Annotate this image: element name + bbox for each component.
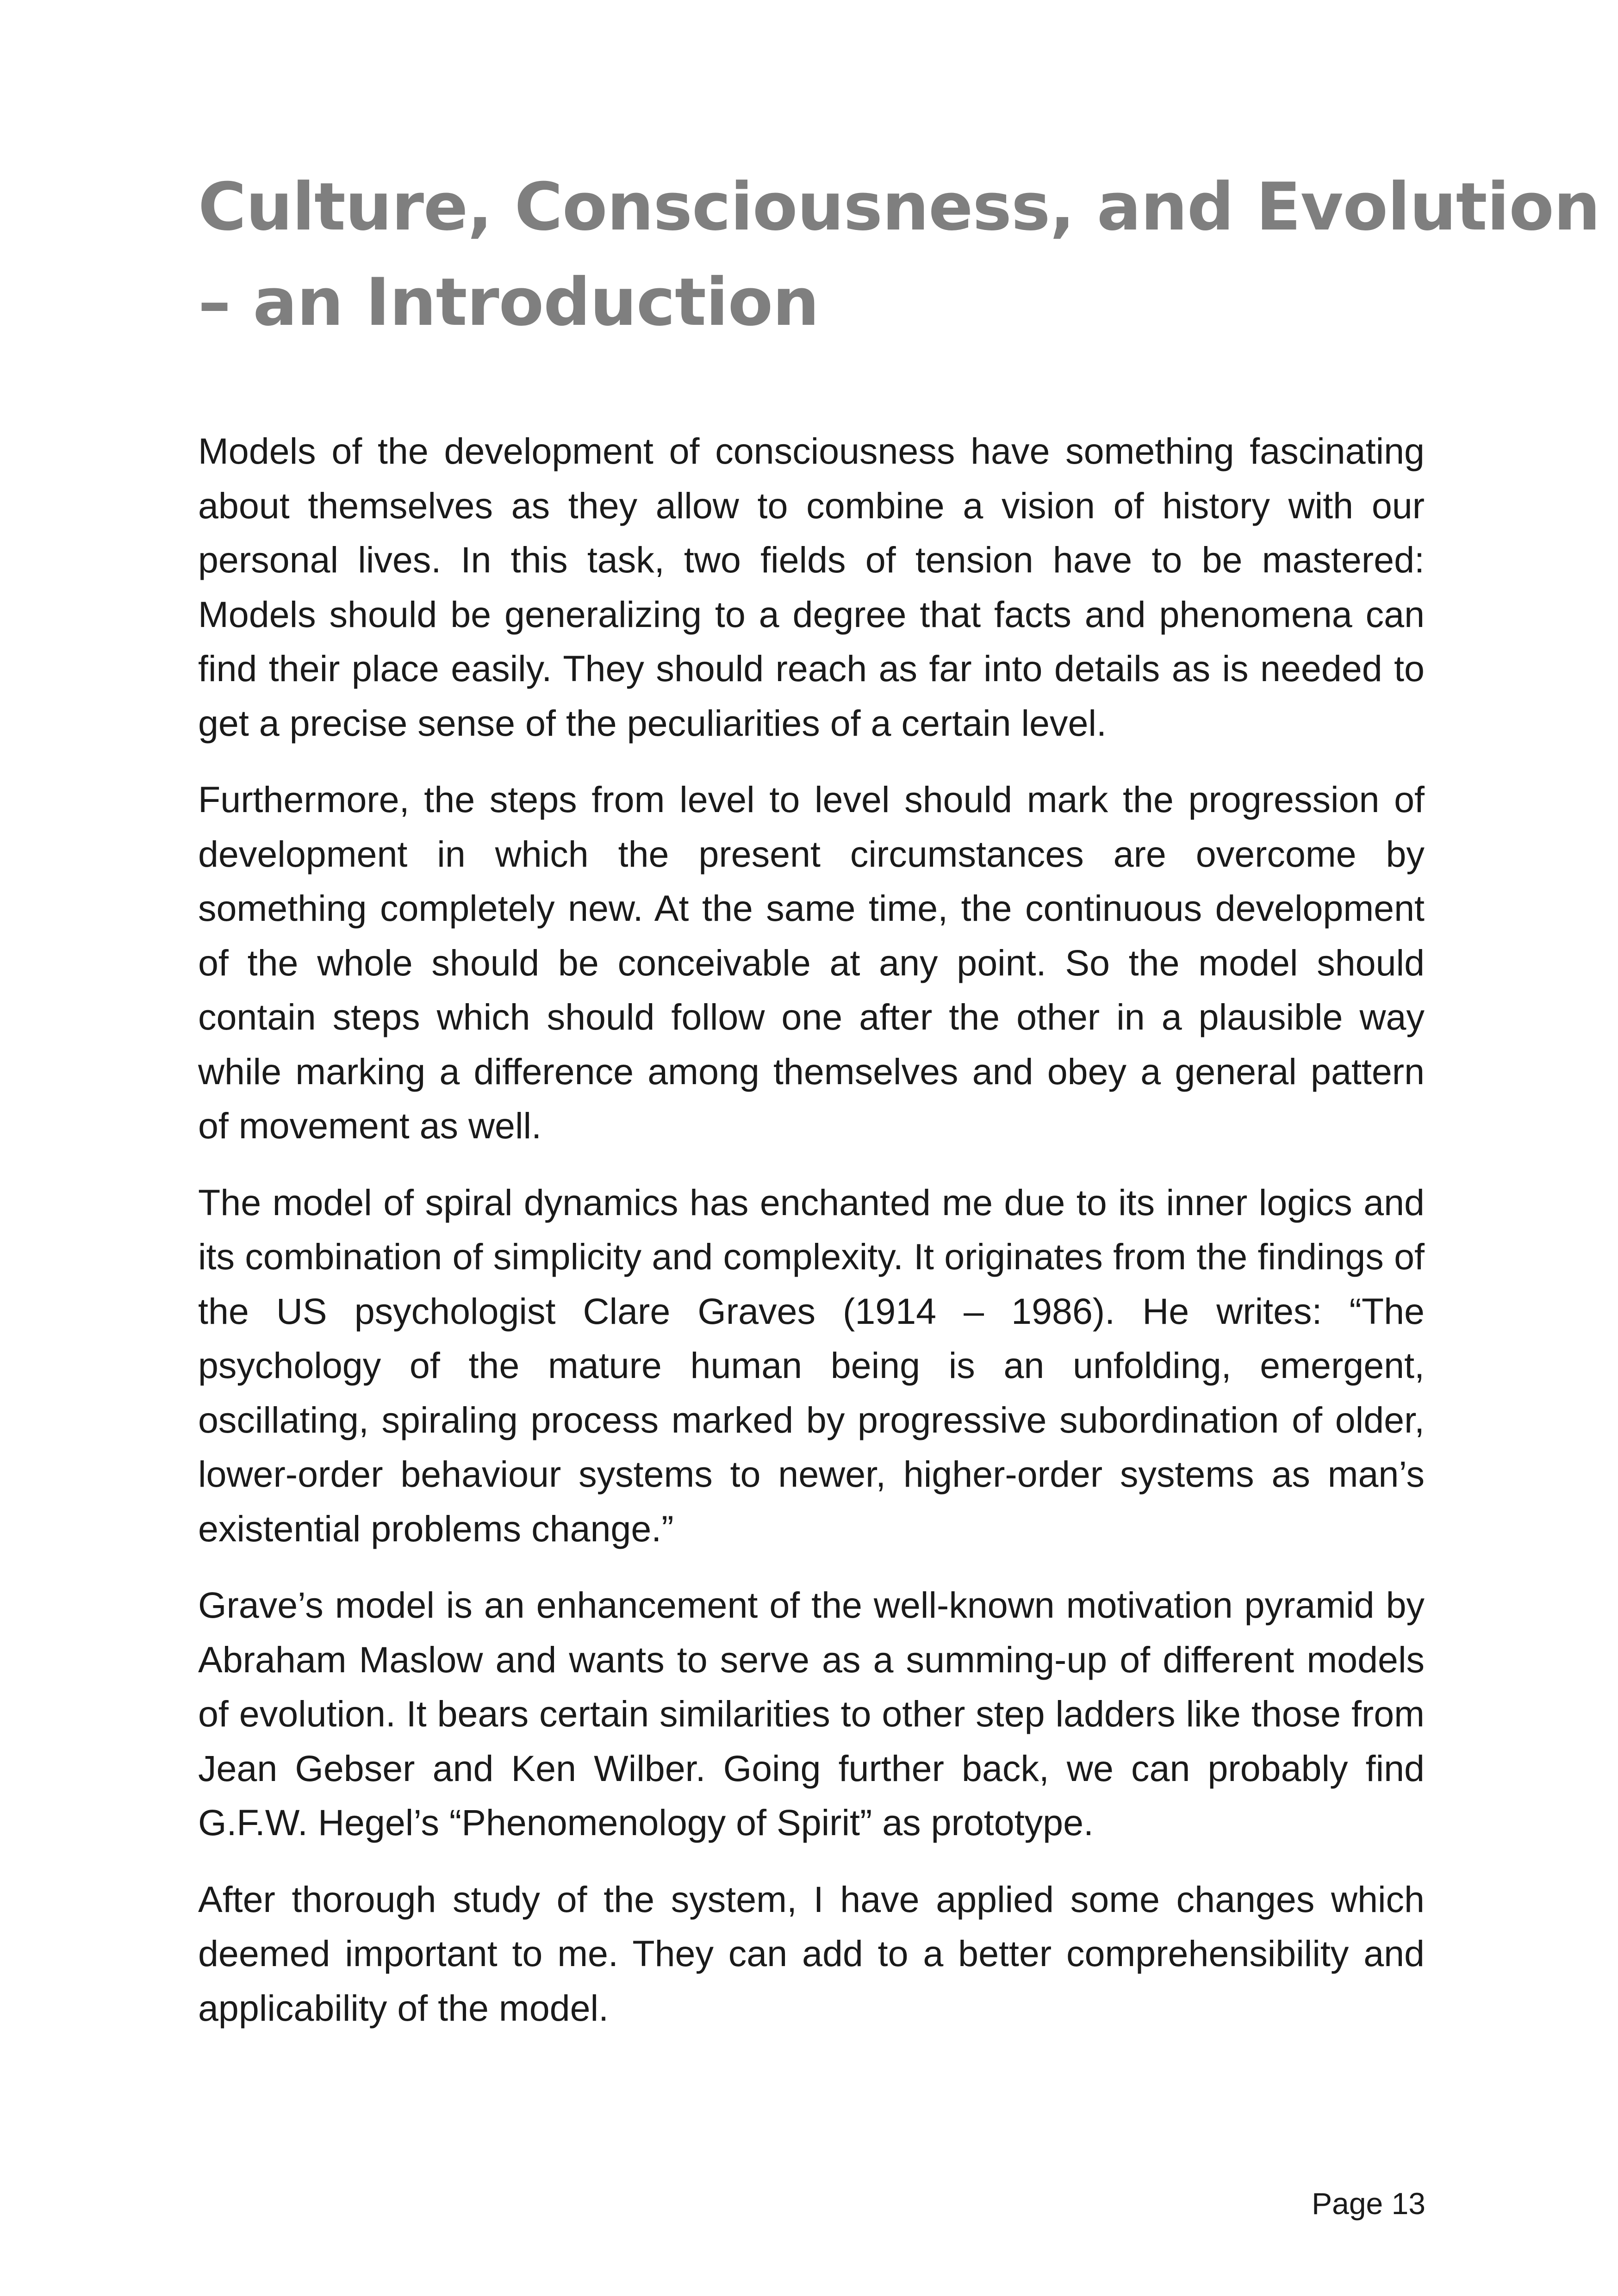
chapter-title	[198, 160, 1600, 350]
paragraph-5: After thorough study of the system, I have applied some changes which deemed important to me. They can add to a better comprehensibility and applicability of the model.	[198, 1878, 1425, 2029]
paragraph-3: The model of spiral dynamics has enchanted me due to its inner logics and its combination of simplicity and complexity. It originates from the findings of the US psychologist Clare Graves (1914 – 1986). He writes: “The psychology of the mature human being is an unfolding, emergent, oscillating, spiraling process marked by progressive subordination of older, lower-order behaviour systems to newer, higher-order systems as man’s existential problems change.”	[198, 1181, 1425, 1549]
paragraph-1: Models of the development of consciousness have something fascinating about themselves as they allow to combine a vision of history with our personal lives. In this task, two fields of tension have to be mastered: Models should be generalizing to a degree that facts and phenomena can find their place easily. They should reach as far into details as is needed to get a precise sense of the peculiarities of a certain level.	[198, 430, 1425, 744]
paragraph-4: Grave’s model is an enhancement of the well-known motivation pyramid by Abraham Maslow and wants to serve as a summing-up of different models of evolution. It bears certain similarities to other step ladders like those from Jean Gebser and Ken Wilber. Going further back, we can probably find G.F.W. Hegel’s “Phenomenology of Spirit” as prototype.	[198, 1584, 1425, 1843]
page-number: Page 13	[1312, 2186, 1425, 2221]
body-text	[198, 424, 1425, 2057]
chapter-title-line-2: – an Introduction	[198, 264, 819, 341]
paragraph-2: Furthermore, the steps from level to level should mark the progression of development in which the present circumstances are overcome by something completely new. At the same time, the continuous development of the whole should be conceivable at any point. So the model should contain steps which should follow one after the other in a plausible way while marking a difference among themselves and obey a general pattern of movement as well.	[198, 779, 1425, 1146]
chapter-title-line-1: Culture, Consciousness, and Evolution	[198, 169, 1600, 245]
